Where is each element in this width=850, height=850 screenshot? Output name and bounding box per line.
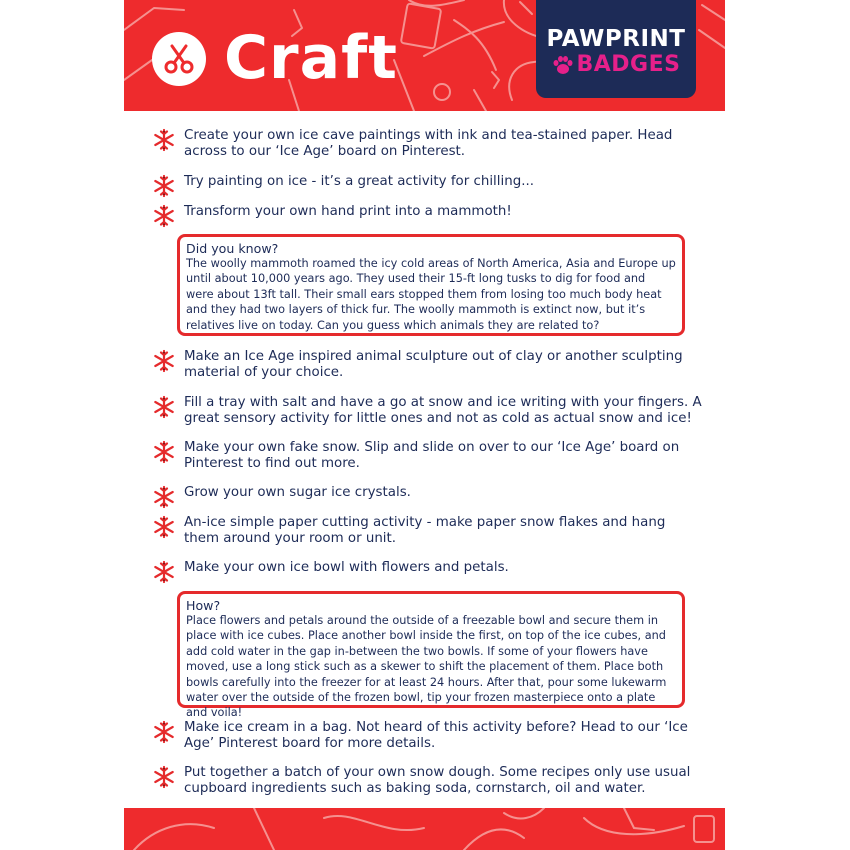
paw-icon	[552, 54, 574, 76]
list-item-text: Put together a batch of your own snow dough. Some recipes only use usual cupboard ingredients such as baking soda, cornstarch, oil and water.	[184, 765, 691, 796]
snowflake-icon	[152, 440, 176, 464]
list-item	[152, 174, 704, 198]
list-item-text: Make an Ice Age inspired animal sculpture out of clay or another sculpting material of your choice.	[184, 349, 683, 380]
list-item	[152, 765, 704, 796]
list-item-text: Make your own fake snow. Slip and slide on over to our ‘Ice Age’ board on Pinterest to find out more.	[184, 440, 680, 471]
list-item	[152, 485, 704, 509]
page-title: Craft	[224, 23, 398, 93]
how-body: Place flowers and petals around the outside of a freezable bowl and secure them in place with ice cubes. Place another bowl inside the first, on top of the ice cubes, and add cold water in the gap in-between the two bowls. If some of your flowers have moved, use a long stick such as a skewer to shift the placement of them. Place both bowls carefully into the freezer for at least 24 hours. After that, pour some lukewarm water over the outside of the frozen bowl, tip your frozen masterpiece onto a plate and voila!	[186, 614, 667, 720]
snowflake-icon	[152, 174, 176, 198]
list-item-text: Grow your own sugar ice crystals.	[184, 485, 411, 500]
badge-line2: BADGES	[576, 52, 681, 77]
list-item-text: An-ice simple paper cutting activity - make paper snow flakes and hang them around your room or unit.	[184, 515, 666, 546]
footer-banner	[124, 808, 725, 850]
snowflake-icon	[152, 349, 176, 373]
list-item	[152, 128, 704, 159]
list-item	[152, 204, 704, 228]
craft-page	[124, 0, 725, 850]
list-item-text: Make your own ice bowl with flowers and petals.	[184, 560, 509, 575]
list-item-text: Make ice cream in a bag. Not heard of this activity before? Head to our ‘Ice Age’ Pinterest board for more details.	[184, 720, 688, 751]
how-heading: How?	[186, 598, 221, 613]
scissors-badge	[152, 32, 206, 86]
list-item-text: Fill a tray with salt and have a go at snow and ice writing with your fingers. A great sensory activity for little ones and not as cold as actual snow and ice!	[184, 395, 702, 426]
snowflake-icon	[152, 515, 176, 539]
list-item	[152, 515, 704, 546]
header-banner	[124, 0, 725, 111]
list-item	[152, 349, 704, 380]
badge-line2-row	[536, 52, 696, 78]
badge-line1: PAWPRINT	[546, 26, 686, 52]
snowflake-icon	[152, 485, 176, 509]
snowflake-icon	[152, 128, 176, 152]
list-item	[152, 720, 704, 751]
list-item	[152, 440, 704, 471]
snowflake-icon	[152, 765, 176, 789]
list-item	[152, 560, 704, 584]
footer-mammoth-doodle	[124, 808, 725, 850]
snowflake-icon	[152, 720, 176, 744]
list-item-text: Try painting on ice - it’s a great activity for chilling...	[184, 174, 534, 189]
snowflake-icon	[152, 204, 176, 228]
list-item	[152, 395, 704, 426]
pawprint-badges-logo	[536, 0, 696, 98]
scissors-icon	[162, 42, 196, 76]
how-box	[177, 591, 685, 720]
did-you-know-box	[177, 234, 685, 336]
list-item-text: Create your own ice cave paintings with ink and tea-stained paper. Head across to our ‘Ice Age’ board on Pinterest.	[184, 128, 673, 159]
did-you-know-heading: Did you know?	[186, 241, 279, 256]
snowflake-icon	[152, 395, 176, 419]
snowflake-icon	[152, 560, 176, 584]
list-item-text: Transform your own hand print into a mammoth!	[184, 204, 512, 219]
did-you-know-body: The woolly mammoth roamed the icy cold areas of North America, Asia and Europe up until about 10,000 years ago. They used their 15-ft long tusks to dig for food and were about 13ft tall. Their small ears stopped them from losing too much body heat and they had two layers of thick fur. The woolly mammoth is extinct now, but it’s relatives live on today. Can you guess which animals they are related to?	[186, 257, 676, 332]
